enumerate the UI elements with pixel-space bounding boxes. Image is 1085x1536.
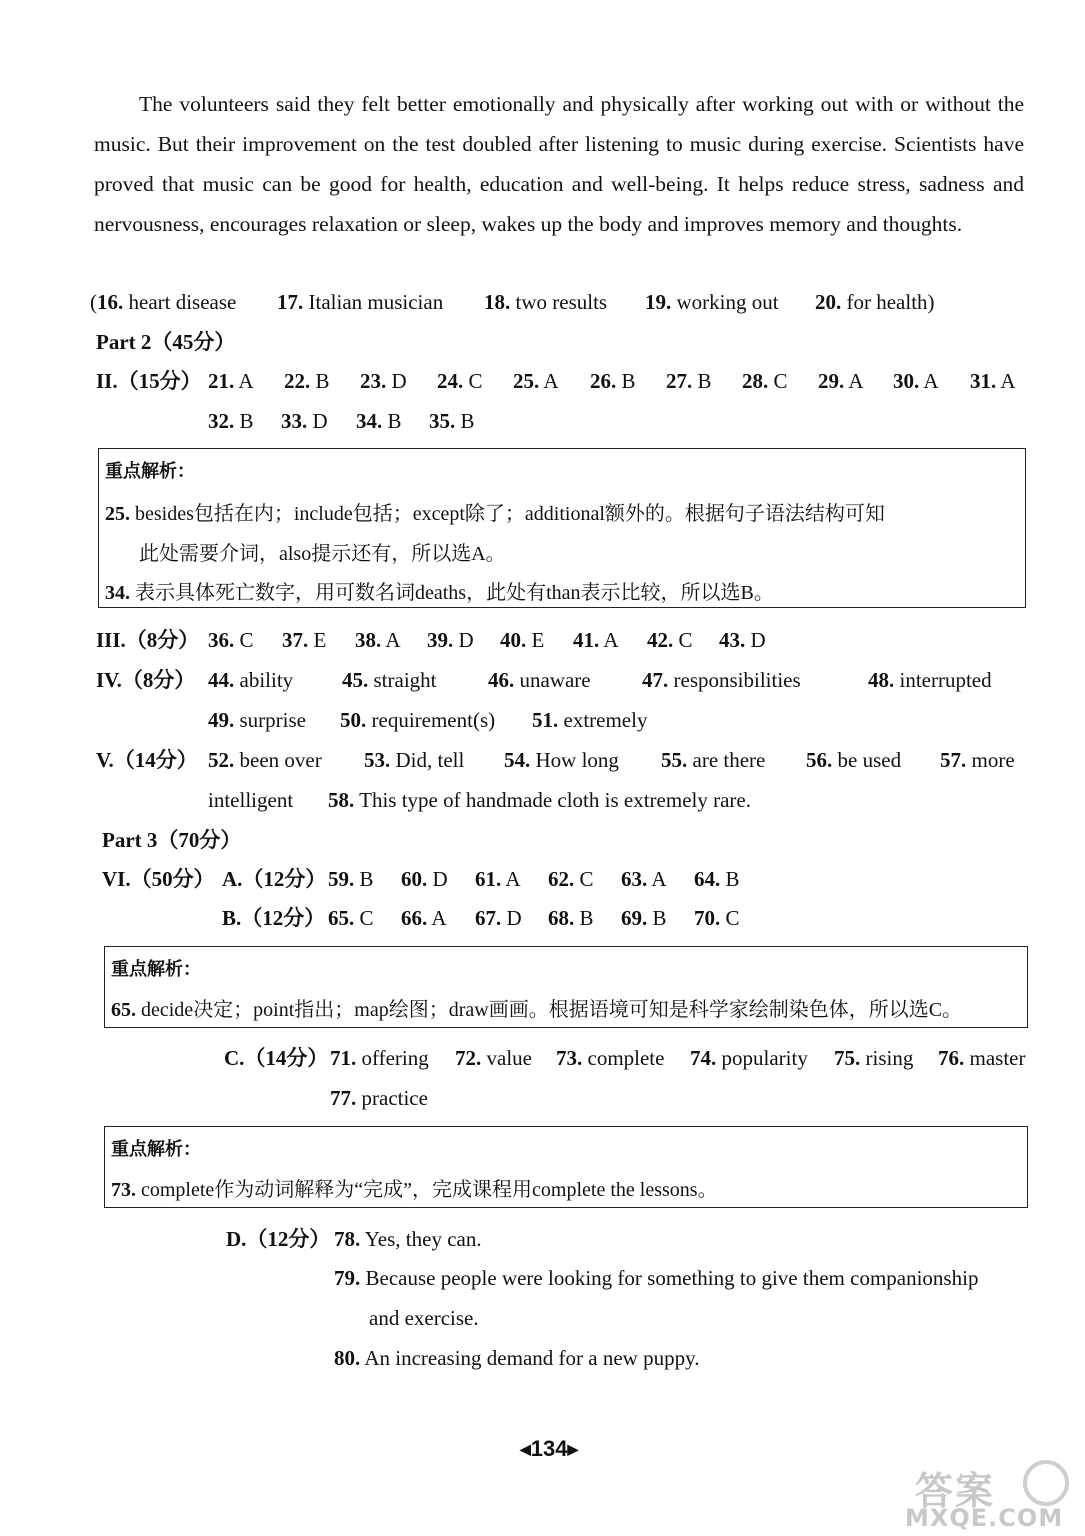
answer-item: 56. be used	[806, 748, 902, 772]
answer-item: 58. This type of handmade cloth is extremely rare.	[328, 788, 751, 812]
answer-item: 22. B	[284, 369, 330, 393]
answer-item: 67. D	[475, 906, 522, 930]
answer-item: 60. D	[401, 867, 448, 891]
section-5-label: V.（14分）	[96, 748, 198, 772]
answer-item: 66. A	[401, 906, 447, 930]
answer-item: 45. straight	[342, 668, 437, 692]
answer-item: 69. B	[621, 906, 667, 930]
answers-16-20: (16. heart disease	[90, 290, 237, 314]
analysis-title: 重点解析：	[111, 1139, 201, 1160]
answer-item: 46. unaware	[488, 668, 591, 692]
analysis-line: 73. complete作为动词解释为“完成”，完成课程用complete the lessons。	[111, 1179, 718, 1201]
answer-item-continued: intelligent	[208, 788, 294, 812]
answer-item: 57. more	[940, 748, 1015, 772]
answer-item: 24. C	[437, 369, 483, 393]
right-triangle-icon: ▶	[567, 1441, 579, 1457]
answer-item: 50. requirement(s)	[340, 708, 496, 732]
answer-item: 55. are there	[661, 748, 766, 772]
page-number: ◀134▶	[520, 1436, 579, 1461]
analysis-title: 重点解析：	[105, 461, 195, 482]
answer-item: 76. master	[938, 1046, 1026, 1070]
answer-item: 74. popularity	[690, 1046, 808, 1070]
watermark-logo: 答案 MXQE.COM	[905, 1460, 1081, 1532]
answer-item: 80. An increasing demand for a new puppy.	[334, 1346, 700, 1370]
analysis-box-3	[104, 1126, 1028, 1208]
part2-heading: Part 2（45分）	[96, 330, 236, 354]
analysis-line: 此处需要介词，also提示还有，所以选A。	[139, 543, 506, 565]
answer-item: 26. B	[590, 369, 636, 393]
analysis-line: 25. besides包括在内；include包括；except除了；additional额外的。根据句子语法结构可知	[105, 503, 885, 525]
answer-item: 73. complete	[556, 1046, 665, 1070]
answer-item: 47. responsibilities	[642, 668, 801, 692]
answer-item: 29. A	[818, 369, 864, 393]
answer-item: 35. B	[429, 409, 475, 433]
section-2-label: II.（15分）	[96, 369, 202, 393]
part3-heading: Part 3（70分）	[102, 828, 242, 852]
answer-item: 37. E	[282, 628, 327, 652]
answer-item: 23. D	[360, 369, 407, 393]
answer-item: 25. A	[513, 369, 559, 393]
section-6-label: VI.（50分）	[102, 867, 215, 891]
answer-item: 33. D	[281, 409, 328, 433]
answer-item-continued: and exercise.	[369, 1306, 479, 1330]
answer-item: 28. C	[742, 369, 788, 393]
answer-item: 38. A	[355, 628, 401, 652]
answer-item: 72. value	[455, 1046, 532, 1070]
answer-item: 52. been over	[208, 748, 322, 772]
section-6b-label: B.（12分）	[222, 906, 326, 930]
answer-item: 48. interrupted	[868, 668, 992, 692]
answer-item: 31. A	[970, 369, 1016, 393]
section-6a-label: A.（12分）	[222, 867, 327, 891]
analysis-box-2	[104, 946, 1028, 1028]
answer-item: 77. practice	[330, 1086, 428, 1110]
answer-item: 64. B	[694, 867, 740, 891]
passage-paragraph: The volunteers said they felt better emotionally and physically after working out with or without the music. But their improvement on the test doubled after listening to music during exercise. Scientists have proved that music can be good for health, education and well-being. It helps reduce stress, sadness and nervousness, encourages relaxation or sleep, wakes up the body and improves memory and thoughts.	[94, 92, 1024, 236]
answer-item: 54. How long	[504, 748, 619, 772]
answer-item: 42. C	[647, 628, 693, 652]
answer-item: 43. D	[719, 628, 766, 652]
answer-item: 40. E	[500, 628, 545, 652]
answer-item: 34. B	[356, 409, 402, 433]
analysis-box-1	[98, 448, 1026, 608]
answer-item: 62. C	[548, 867, 594, 891]
answer-item: 71. offering	[330, 1046, 429, 1070]
answer-item: 70. C	[694, 906, 740, 930]
answer-item: 65. C	[328, 906, 374, 930]
answer-item: 75. rising	[834, 1046, 914, 1070]
section-6c-label: C.（14分）	[224, 1046, 329, 1070]
answer-item: 79. Because people were looking for something to give them companionship	[334, 1266, 979, 1290]
answer-item: 61. A	[475, 867, 521, 891]
answer-item: 49. surprise	[208, 708, 306, 732]
answer-item: 44. ability	[208, 668, 294, 692]
answer-item: 53. Did, tell	[364, 748, 465, 772]
analysis-line: 34. 表示具体死亡数字，用可数名词deaths，此处有than表示比较，所以选B。	[105, 582, 774, 604]
answer-item: 59. B	[328, 867, 374, 891]
answer-item: 27. B	[666, 369, 712, 393]
answer-key-page: The volunteers said they felt better emotionally and physically after working out with or without the music. But their improvement on the test doubled after listening to music during exercise. Scientists have proved that music can be good for health, education and well-being. It helps reduce stress, sadness and nervousness, encourages relaxation or sleep, wakes up the body and improves memory and thoughts. (16. heart disease 17. Italian musician 18. two results 19. working out 20. for health) Part 2（45分） II.（15分） 21. A 22. B 23. D 24. C 25. A 26. B 27. B 28. C 29. A 30. A 31. A 32. B 33. D 34. B 35. B 重点解析： 25. besides包括在内；include包括；except除了；additional额外的。根据句子语法结构可知 此处需要介词，also提示还有，所以选A。 34. 表示具体死亡数字，用可数名词deaths，此处有than表示比较，所以选B。 III.（8分） 36. C 37. E 38. A 39. D 40. E 41. A 42. C 43. D IV.（8分） 44. ability 45. straight 46. unaware 47. responsibilities 48. interrupted 49. surprise 50. requirement(s) 51. extremely V.（14分） 52. been over 53. Did, tell 54. How long 55. are there 56. be used 57. more intelligent 58. This type of handmade cloth is extremely rare. Part 3（70分） VI.（50分） A.（12分） 59. B 60. D 61. A 62. C 63. A 64. B B.（12分） 65. C 66. A 67. D 68. B 69. B 70. C 重点解析： 65. decide决定；point指出；map绘图；draw画画。根据语境可知是科学家绘制染色体，所以选C。 C.（14分） 71. offering 72. value 73. complete 74. popularity 75. rising 76. master 77. practice 重点解析： 73. complete作为动词解释为“完成”，完成课程用complete the lessons。 D.（12分） 78. Yes, they can. 79. Because people were looking for something to give them companionship and exercise. 80. An increasing demand for a new puppy. ◀134▶ 答案 MXQE.COM	[0, 0, 1085, 1536]
answer-item: 51. extremely	[532, 708, 648, 732]
answer-item: 36. C	[208, 628, 254, 652]
answer-item: 68. B	[548, 906, 594, 930]
answer-item: 30. A	[893, 369, 939, 393]
answer-item: 32. B	[208, 409, 254, 433]
section-3-label: III.（8分）	[96, 628, 200, 652]
section-4-label: IV.（8分）	[96, 668, 196, 692]
answer-item: 78. Yes, they can.	[334, 1227, 482, 1251]
badge-circle-icon	[1023, 1460, 1069, 1506]
left-triangle-icon: ◀	[520, 1441, 531, 1457]
section-6d-label: D.（12分）	[226, 1227, 331, 1251]
answer-item: 41. A	[573, 628, 619, 652]
answer-item: 39. D	[427, 628, 474, 652]
answer-item: 21. A	[208, 369, 254, 393]
answer-item: 63. A	[621, 867, 667, 891]
analysis-title: 重点解析：	[111, 959, 201, 980]
analysis-line: 65. decide决定；point指出；map绘图；draw画画。根据语境可知是科学家绘制染色体，所以选C。	[111, 999, 963, 1021]
